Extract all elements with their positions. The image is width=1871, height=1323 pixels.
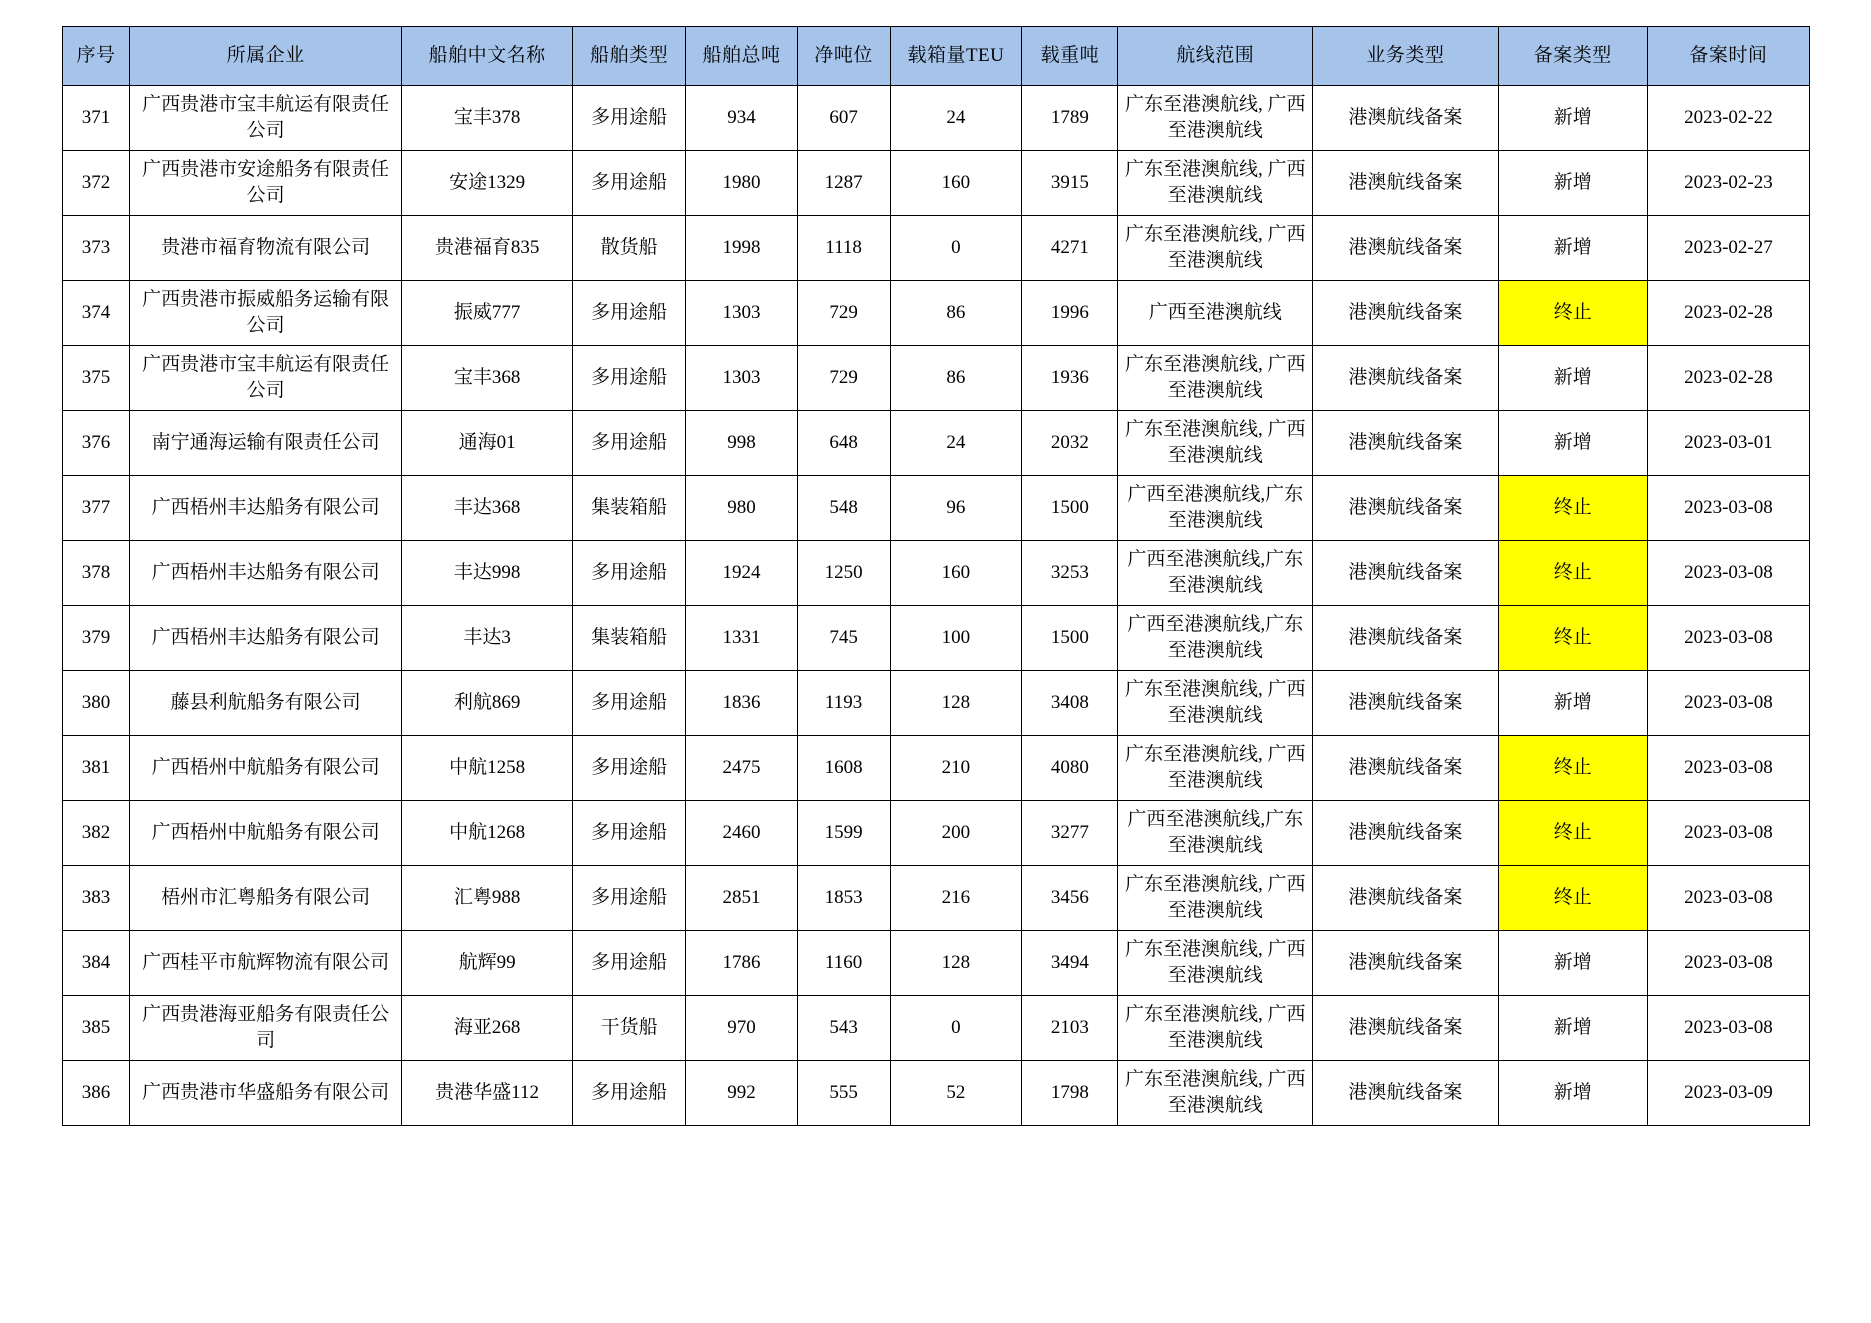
cell-record-date: 2023-02-27 — [1647, 216, 1809, 281]
cell-record-type: 新增 — [1498, 346, 1647, 411]
cell-index: 377 — [63, 476, 130, 541]
cell-business-type: 港澳航线备案 — [1312, 996, 1498, 1061]
cell-business-type: 港澳航线备案 — [1312, 606, 1498, 671]
cell-ship-type: 多用途船 — [572, 86, 685, 151]
cell-record-date: 2023-02-28 — [1647, 346, 1809, 411]
cell-business-type: 港澳航线备案 — [1312, 931, 1498, 996]
cell-index: 385 — [63, 996, 130, 1061]
table-row — [63, 86, 1810, 151]
cell-teu: 100 — [890, 606, 1022, 671]
cell-gross-tonnage: 992 — [686, 1061, 797, 1126]
cell-ship-name: 贵港福育835 — [402, 216, 573, 281]
cell-route: 广西至港澳航线,广东至港澳航线 — [1118, 476, 1312, 541]
cell-company: 南宁通海运输有限责任公司 — [129, 411, 401, 476]
cell-record-date: 2023-03-08 — [1647, 866, 1809, 931]
column-header-net-tonnage: 净吨位 — [797, 27, 890, 86]
cell-record-date: 2023-03-08 — [1647, 671, 1809, 736]
cell-index: 375 — [63, 346, 130, 411]
cell-route: 广东至港澳航线, 广西至港澳航线 — [1118, 86, 1312, 151]
table-header-row — [63, 27, 1810, 86]
cell-record-date: 2023-03-08 — [1647, 476, 1809, 541]
cell-deadweight: 4080 — [1022, 736, 1118, 801]
cell-gross-tonnage: 1786 — [686, 931, 797, 996]
table-row — [63, 866, 1810, 931]
cell-deadweight: 2103 — [1022, 996, 1118, 1061]
cell-index: 383 — [63, 866, 130, 931]
cell-gross-tonnage: 1303 — [686, 346, 797, 411]
cell-route: 广东至港澳航线, 广西至港澳航线 — [1118, 671, 1312, 736]
cell-ship-name: 宝丰378 — [402, 86, 573, 151]
cell-business-type: 港澳航线备案 — [1312, 216, 1498, 281]
cell-gross-tonnage: 1836 — [686, 671, 797, 736]
cell-deadweight: 2032 — [1022, 411, 1118, 476]
cell-deadweight: 3408 — [1022, 671, 1118, 736]
column-header-record-date: 备案时间 — [1647, 27, 1809, 86]
cell-record-date: 2023-03-01 — [1647, 411, 1809, 476]
cell-deadweight: 1936 — [1022, 346, 1118, 411]
cell-record-date: 2023-03-08 — [1647, 801, 1809, 866]
cell-ship-name: 海亚268 — [402, 996, 573, 1061]
cell-route: 广东至港澳航线, 广西至港澳航线 — [1118, 216, 1312, 281]
cell-ship-type: 多用途船 — [572, 866, 685, 931]
cell-teu: 24 — [890, 411, 1022, 476]
column-header-route: 航线范围 — [1118, 27, 1312, 86]
cell-teu: 86 — [890, 281, 1022, 346]
cell-business-type: 港澳航线备案 — [1312, 801, 1498, 866]
cell-record-type: 新增 — [1498, 931, 1647, 996]
cell-ship-type: 多用途船 — [572, 801, 685, 866]
table-row — [63, 411, 1810, 476]
cell-record-type: 终止 — [1498, 866, 1647, 931]
cell-deadweight: 3456 — [1022, 866, 1118, 931]
cell-gross-tonnage: 2475 — [686, 736, 797, 801]
cell-deadweight: 3253 — [1022, 541, 1118, 606]
cell-index: 386 — [63, 1061, 130, 1126]
cell-business-type: 港澳航线备案 — [1312, 866, 1498, 931]
cell-ship-type: 多用途船 — [572, 346, 685, 411]
cell-company: 广西梧州丰达船务有限公司 — [129, 606, 401, 671]
cell-ship-name: 航辉99 — [402, 931, 573, 996]
cell-net-tonnage: 729 — [797, 281, 890, 346]
ship-record-table — [62, 26, 1810, 1126]
cell-gross-tonnage: 1331 — [686, 606, 797, 671]
cell-record-date: 2023-03-08 — [1647, 736, 1809, 801]
cell-deadweight: 1798 — [1022, 1061, 1118, 1126]
cell-gross-tonnage: 980 — [686, 476, 797, 541]
cell-net-tonnage: 1608 — [797, 736, 890, 801]
column-header-teu: 载箱量TEU — [890, 27, 1022, 86]
cell-record-date: 2023-02-28 — [1647, 281, 1809, 346]
cell-business-type: 港澳航线备案 — [1312, 281, 1498, 346]
cell-deadweight: 1789 — [1022, 86, 1118, 151]
column-header-deadweight: 载重吨 — [1022, 27, 1118, 86]
cell-net-tonnage: 1160 — [797, 931, 890, 996]
table-row — [63, 346, 1810, 411]
column-header-ship-type: 船舶类型 — [572, 27, 685, 86]
cell-record-type: 终止 — [1498, 281, 1647, 346]
cell-index: 376 — [63, 411, 130, 476]
cell-ship-type: 多用途船 — [572, 736, 685, 801]
cell-record-type: 新增 — [1498, 671, 1647, 736]
cell-ship-type: 集装箱船 — [572, 476, 685, 541]
cell-index: 371 — [63, 86, 130, 151]
cell-record-date: 2023-03-08 — [1647, 541, 1809, 606]
column-header-gross-tonnage: 船舶总吨 — [686, 27, 797, 86]
cell-deadweight: 1500 — [1022, 606, 1118, 671]
cell-route: 广东至港澳航线, 广西至港澳航线 — [1118, 931, 1312, 996]
cell-route: 广东至港澳航线, 广西至港澳航线 — [1118, 866, 1312, 931]
cell-index: 384 — [63, 931, 130, 996]
cell-business-type: 港澳航线备案 — [1312, 476, 1498, 541]
cell-company: 广西梧州中航船务有限公司 — [129, 801, 401, 866]
cell-company: 贵港市福育物流有限公司 — [129, 216, 401, 281]
table-row — [63, 736, 1810, 801]
cell-ship-type: 散货船 — [572, 216, 685, 281]
cell-ship-name: 汇粤988 — [402, 866, 573, 931]
cell-record-type: 终止 — [1498, 736, 1647, 801]
cell-record-type: 新增 — [1498, 216, 1647, 281]
cell-ship-name: 丰达368 — [402, 476, 573, 541]
cell-teu: 160 — [890, 541, 1022, 606]
cell-business-type: 港澳航线备案 — [1312, 86, 1498, 151]
cell-net-tonnage: 745 — [797, 606, 890, 671]
cell-teu: 24 — [890, 86, 1022, 151]
cell-deadweight: 3494 — [1022, 931, 1118, 996]
cell-ship-type: 多用途船 — [572, 1061, 685, 1126]
cell-company: 广西贵港市振威船务运输有限公司 — [129, 281, 401, 346]
cell-route: 广西至港澳航线,广东至港澳航线 — [1118, 606, 1312, 671]
column-header-business-type: 业务类型 — [1312, 27, 1498, 86]
cell-net-tonnage: 729 — [797, 346, 890, 411]
cell-record-type: 终止 — [1498, 541, 1647, 606]
cell-route: 广东至港澳航线, 广西至港澳航线 — [1118, 736, 1312, 801]
table-row — [63, 541, 1810, 606]
cell-gross-tonnage: 1998 — [686, 216, 797, 281]
table-row — [63, 801, 1810, 866]
cell-record-type: 终止 — [1498, 606, 1647, 671]
cell-route: 广东至港澳航线, 广西至港澳航线 — [1118, 411, 1312, 476]
cell-ship-type: 多用途船 — [572, 931, 685, 996]
table-row — [63, 216, 1810, 281]
cell-index: 381 — [63, 736, 130, 801]
cell-net-tonnage: 1193 — [797, 671, 890, 736]
cell-teu: 216 — [890, 866, 1022, 931]
cell-net-tonnage: 648 — [797, 411, 890, 476]
cell-ship-type: 多用途船 — [572, 151, 685, 216]
table-row — [63, 151, 1810, 216]
cell-record-type: 新增 — [1498, 1061, 1647, 1126]
cell-record-type: 终止 — [1498, 801, 1647, 866]
table-row — [63, 931, 1810, 996]
cell-ship-type: 集装箱船 — [572, 606, 685, 671]
cell-deadweight: 4271 — [1022, 216, 1118, 281]
cell-company: 广西梧州丰达船务有限公司 — [129, 476, 401, 541]
cell-record-type: 新增 — [1498, 996, 1647, 1061]
cell-gross-tonnage: 970 — [686, 996, 797, 1061]
cell-ship-name: 利航869 — [402, 671, 573, 736]
cell-deadweight: 3915 — [1022, 151, 1118, 216]
cell-record-type: 新增 — [1498, 86, 1647, 151]
cell-index: 372 — [63, 151, 130, 216]
cell-ship-name: 安途1329 — [402, 151, 573, 216]
column-header-company: 所属企业 — [129, 27, 401, 86]
cell-record-date: 2023-03-08 — [1647, 606, 1809, 671]
cell-deadweight: 3277 — [1022, 801, 1118, 866]
cell-business-type: 港澳航线备案 — [1312, 671, 1498, 736]
cell-index: 382 — [63, 801, 130, 866]
cell-route: 广西至港澳航线,广东至港澳航线 — [1118, 801, 1312, 866]
cell-gross-tonnage: 2460 — [686, 801, 797, 866]
cell-net-tonnage: 1118 — [797, 216, 890, 281]
cell-teu: 128 — [890, 671, 1022, 736]
cell-teu: 0 — [890, 996, 1022, 1061]
cell-net-tonnage: 548 — [797, 476, 890, 541]
column-header-index: 序号 — [63, 27, 130, 86]
table-row — [63, 281, 1810, 346]
cell-net-tonnage: 1287 — [797, 151, 890, 216]
cell-ship-type: 多用途船 — [572, 281, 685, 346]
cell-gross-tonnage: 1924 — [686, 541, 797, 606]
cell-route: 广东至港澳航线, 广西至港澳航线 — [1118, 996, 1312, 1061]
cell-teu: 210 — [890, 736, 1022, 801]
cell-ship-type: 多用途船 — [572, 541, 685, 606]
cell-net-tonnage: 1853 — [797, 866, 890, 931]
cell-business-type: 港澳航线备案 — [1312, 736, 1498, 801]
ship-record-sheet — [62, 26, 1810, 1126]
cell-net-tonnage: 1250 — [797, 541, 890, 606]
cell-deadweight: 1996 — [1022, 281, 1118, 346]
cell-route: 广东至港澳航线, 广西至港澳航线 — [1118, 346, 1312, 411]
cell-teu: 96 — [890, 476, 1022, 541]
cell-ship-name: 丰达998 — [402, 541, 573, 606]
cell-record-date: 2023-02-23 — [1647, 151, 1809, 216]
cell-teu: 200 — [890, 801, 1022, 866]
column-header-ship-name: 船舶中文名称 — [402, 27, 573, 86]
table-row — [63, 671, 1810, 736]
cell-ship-type: 多用途船 — [572, 411, 685, 476]
cell-ship-name: 贵港华盛112 — [402, 1061, 573, 1126]
cell-company: 藤县利航船务有限公司 — [129, 671, 401, 736]
cell-index: 380 — [63, 671, 130, 736]
cell-record-date: 2023-03-08 — [1647, 996, 1809, 1061]
cell-net-tonnage: 543 — [797, 996, 890, 1061]
cell-deadweight: 1500 — [1022, 476, 1118, 541]
cell-teu: 128 — [890, 931, 1022, 996]
cell-gross-tonnage: 1980 — [686, 151, 797, 216]
cell-gross-tonnage: 934 — [686, 86, 797, 151]
cell-route: 广东至港澳航线, 广西至港澳航线 — [1118, 1061, 1312, 1126]
cell-company: 广西贵港市宝丰航运有限责任公司 — [129, 346, 401, 411]
cell-index: 379 — [63, 606, 130, 671]
cell-ship-name: 振威777 — [402, 281, 573, 346]
cell-ship-type: 多用途船 — [572, 671, 685, 736]
cell-teu: 86 — [890, 346, 1022, 411]
cell-business-type: 港澳航线备案 — [1312, 541, 1498, 606]
cell-company: 广西桂平市航辉物流有限公司 — [129, 931, 401, 996]
cell-company: 广西梧州丰达船务有限公司 — [129, 541, 401, 606]
cell-net-tonnage: 555 — [797, 1061, 890, 1126]
cell-ship-name: 宝丰368 — [402, 346, 573, 411]
table-row — [63, 1061, 1810, 1126]
cell-company: 广西贵港市华盛船务有限公司 — [129, 1061, 401, 1126]
cell-ship-name: 丰达3 — [402, 606, 573, 671]
cell-net-tonnage: 1599 — [797, 801, 890, 866]
cell-gross-tonnage: 1303 — [686, 281, 797, 346]
cell-route: 广西至港澳航线,广东至港澳航线 — [1118, 541, 1312, 606]
cell-index: 378 — [63, 541, 130, 606]
table-row — [63, 606, 1810, 671]
cell-gross-tonnage: 2851 — [686, 866, 797, 931]
cell-company: 广西贵港市安途船务有限责任公司 — [129, 151, 401, 216]
cell-company: 梧州市汇粤船务有限公司 — [129, 866, 401, 931]
cell-company: 广西贵港市宝丰航运有限责任公司 — [129, 86, 401, 151]
cell-route: 广东至港澳航线, 广西至港澳航线 — [1118, 151, 1312, 216]
cell-record-type: 新增 — [1498, 151, 1647, 216]
cell-record-type: 新增 — [1498, 411, 1647, 476]
cell-ship-name: 中航1258 — [402, 736, 573, 801]
cell-ship-name: 通海01 — [402, 411, 573, 476]
cell-record-type: 终止 — [1498, 476, 1647, 541]
cell-teu: 160 — [890, 151, 1022, 216]
cell-business-type: 港澳航线备案 — [1312, 151, 1498, 216]
cell-net-tonnage: 607 — [797, 86, 890, 151]
cell-company: 广西梧州中航船务有限公司 — [129, 736, 401, 801]
table-row — [63, 476, 1810, 541]
cell-gross-tonnage: 998 — [686, 411, 797, 476]
cell-business-type: 港澳航线备案 — [1312, 1061, 1498, 1126]
column-header-record-type: 备案类型 — [1498, 27, 1647, 86]
cell-route: 广西至港澳航线 — [1118, 281, 1312, 346]
cell-index: 373 — [63, 216, 130, 281]
cell-teu: 0 — [890, 216, 1022, 281]
cell-teu: 52 — [890, 1061, 1022, 1126]
cell-record-date: 2023-02-22 — [1647, 86, 1809, 151]
cell-business-type: 港澳航线备案 — [1312, 346, 1498, 411]
cell-record-date: 2023-03-08 — [1647, 931, 1809, 996]
cell-index: 374 — [63, 281, 130, 346]
cell-record-date: 2023-03-09 — [1647, 1061, 1809, 1126]
cell-company: 广西贵港海亚船务有限责任公司 — [129, 996, 401, 1061]
cell-business-type: 港澳航线备案 — [1312, 411, 1498, 476]
cell-ship-type: 干货船 — [572, 996, 685, 1061]
cell-ship-name: 中航1268 — [402, 801, 573, 866]
table-row — [63, 996, 1810, 1061]
